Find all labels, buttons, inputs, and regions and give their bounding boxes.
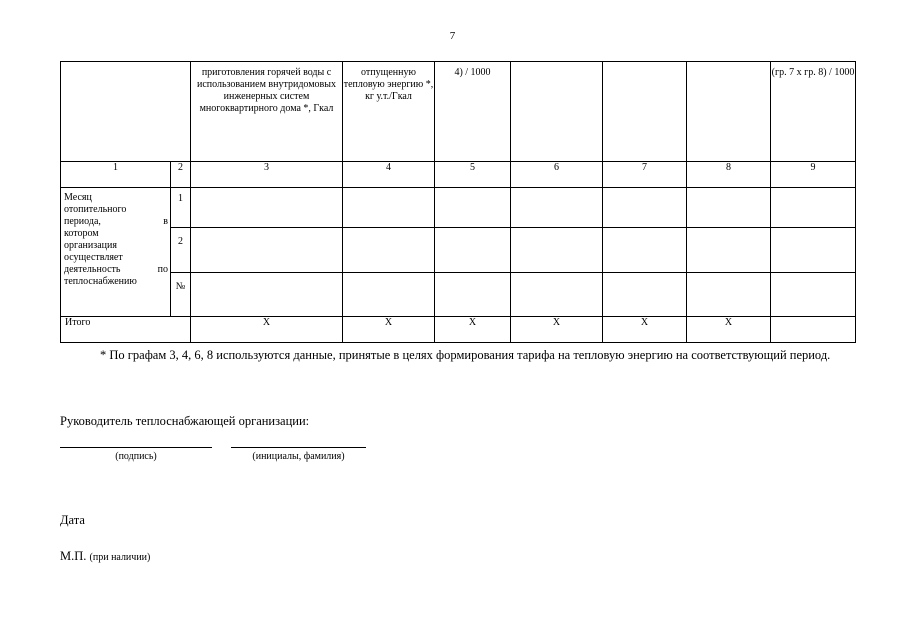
data-cell: [603, 228, 687, 273]
column-number: 8: [687, 162, 771, 188]
data-row: [61, 188, 856, 228]
total-mark: X: [511, 317, 603, 343]
data-row: [61, 228, 856, 273]
month-label-line: организация: [64, 240, 117, 251]
header-cell-col9: (гр. 7 х гр. 8) / 1000: [771, 62, 856, 162]
calculation-table: [60, 61, 856, 343]
page-number: 7: [449, 30, 456, 42]
date-label: Дата: [60, 513, 85, 527]
month-label-line: отопительного: [64, 204, 127, 215]
total-mark: X: [343, 317, 435, 343]
month-label-line: в: [163, 216, 168, 227]
column-number: 4: [343, 162, 435, 188]
month-label-line: по: [157, 264, 168, 275]
header-row: [61, 62, 856, 162]
month-label: [61, 188, 171, 317]
month-label-line: осуществляет: [64, 252, 123, 263]
name-line: [231, 447, 366, 448]
month-label-line: периода,: [64, 216, 101, 227]
data-row: [61, 273, 856, 317]
signature-line: [60, 447, 212, 448]
data-cell: [435, 273, 511, 317]
header-cell-col4: отпущенную тепловую энергию *, кг у.т./Гкал: [343, 62, 435, 162]
data-cell: [771, 228, 856, 273]
head-of-organization-label: Руководитель теплоснабжающей организации:: [60, 414, 310, 428]
header-cell-col6: [511, 62, 603, 162]
total-mark: X: [603, 317, 687, 343]
total-mark: X: [687, 317, 771, 343]
month-label-line: теплоснабжению: [64, 276, 137, 287]
total-mark: X: [191, 317, 343, 343]
total-row: [61, 317, 856, 343]
data-cell: [687, 188, 771, 228]
row-number: 2: [171, 228, 191, 273]
data-cell: [771, 188, 856, 228]
data-cell: [343, 273, 435, 317]
data-cell: [191, 188, 343, 228]
column-number: 1: [61, 162, 171, 188]
column-number: 6: [511, 162, 603, 188]
header-cell-col3: приготовления горячей воды с использованием внутридомовых инженерных систем многоквартирного дома *, Гкал: [191, 62, 343, 162]
data-cell: [191, 273, 343, 317]
header-cell-empty: [61, 62, 191, 162]
header-cell-col8: [687, 62, 771, 162]
name-caption: (инициалы, фамилия): [252, 451, 345, 462]
data-cell: [511, 273, 603, 317]
footnote: * По графам 3, 4, 6, 8 используются данные, принятые в целях формирования тарифа на тепловую энергию на соответствующий период.: [100, 348, 831, 362]
header-cell-col7: [603, 62, 687, 162]
data-cell: [191, 228, 343, 273]
row-number: №: [171, 273, 191, 317]
stamp-note: (при наличии): [89, 552, 151, 563]
data-cell: [511, 228, 603, 273]
data-cell: [511, 188, 603, 228]
stamp-abbreviation: М.П.: [60, 549, 87, 563]
data-cell: [771, 273, 856, 317]
signature-caption: (подпись): [115, 451, 157, 462]
column-number: 3: [191, 162, 343, 188]
total-label: Итого: [61, 317, 191, 343]
month-label-line: котором: [64, 228, 99, 239]
data-cell: [343, 188, 435, 228]
data-cell: [603, 273, 687, 317]
stamp-label: [60, 549, 150, 564]
data-cell: [687, 228, 771, 273]
column-number: 7: [603, 162, 687, 188]
total-cell-empty: [771, 317, 856, 343]
data-cell: [435, 188, 511, 228]
total-mark: X: [435, 317, 511, 343]
data-cell: [603, 188, 687, 228]
month-label-line: деятельность: [64, 264, 121, 275]
column-number-row: [61, 162, 856, 188]
data-cell: [687, 273, 771, 317]
row-number: 1: [171, 188, 191, 228]
data-cell: [343, 228, 435, 273]
column-number: 2: [171, 162, 191, 188]
header-cell-col5: 4) / 1000: [435, 62, 511, 162]
data-cell: [435, 228, 511, 273]
column-number: 9: [771, 162, 856, 188]
month-label-line: Месяц: [64, 192, 92, 203]
column-number: 5: [435, 162, 511, 188]
